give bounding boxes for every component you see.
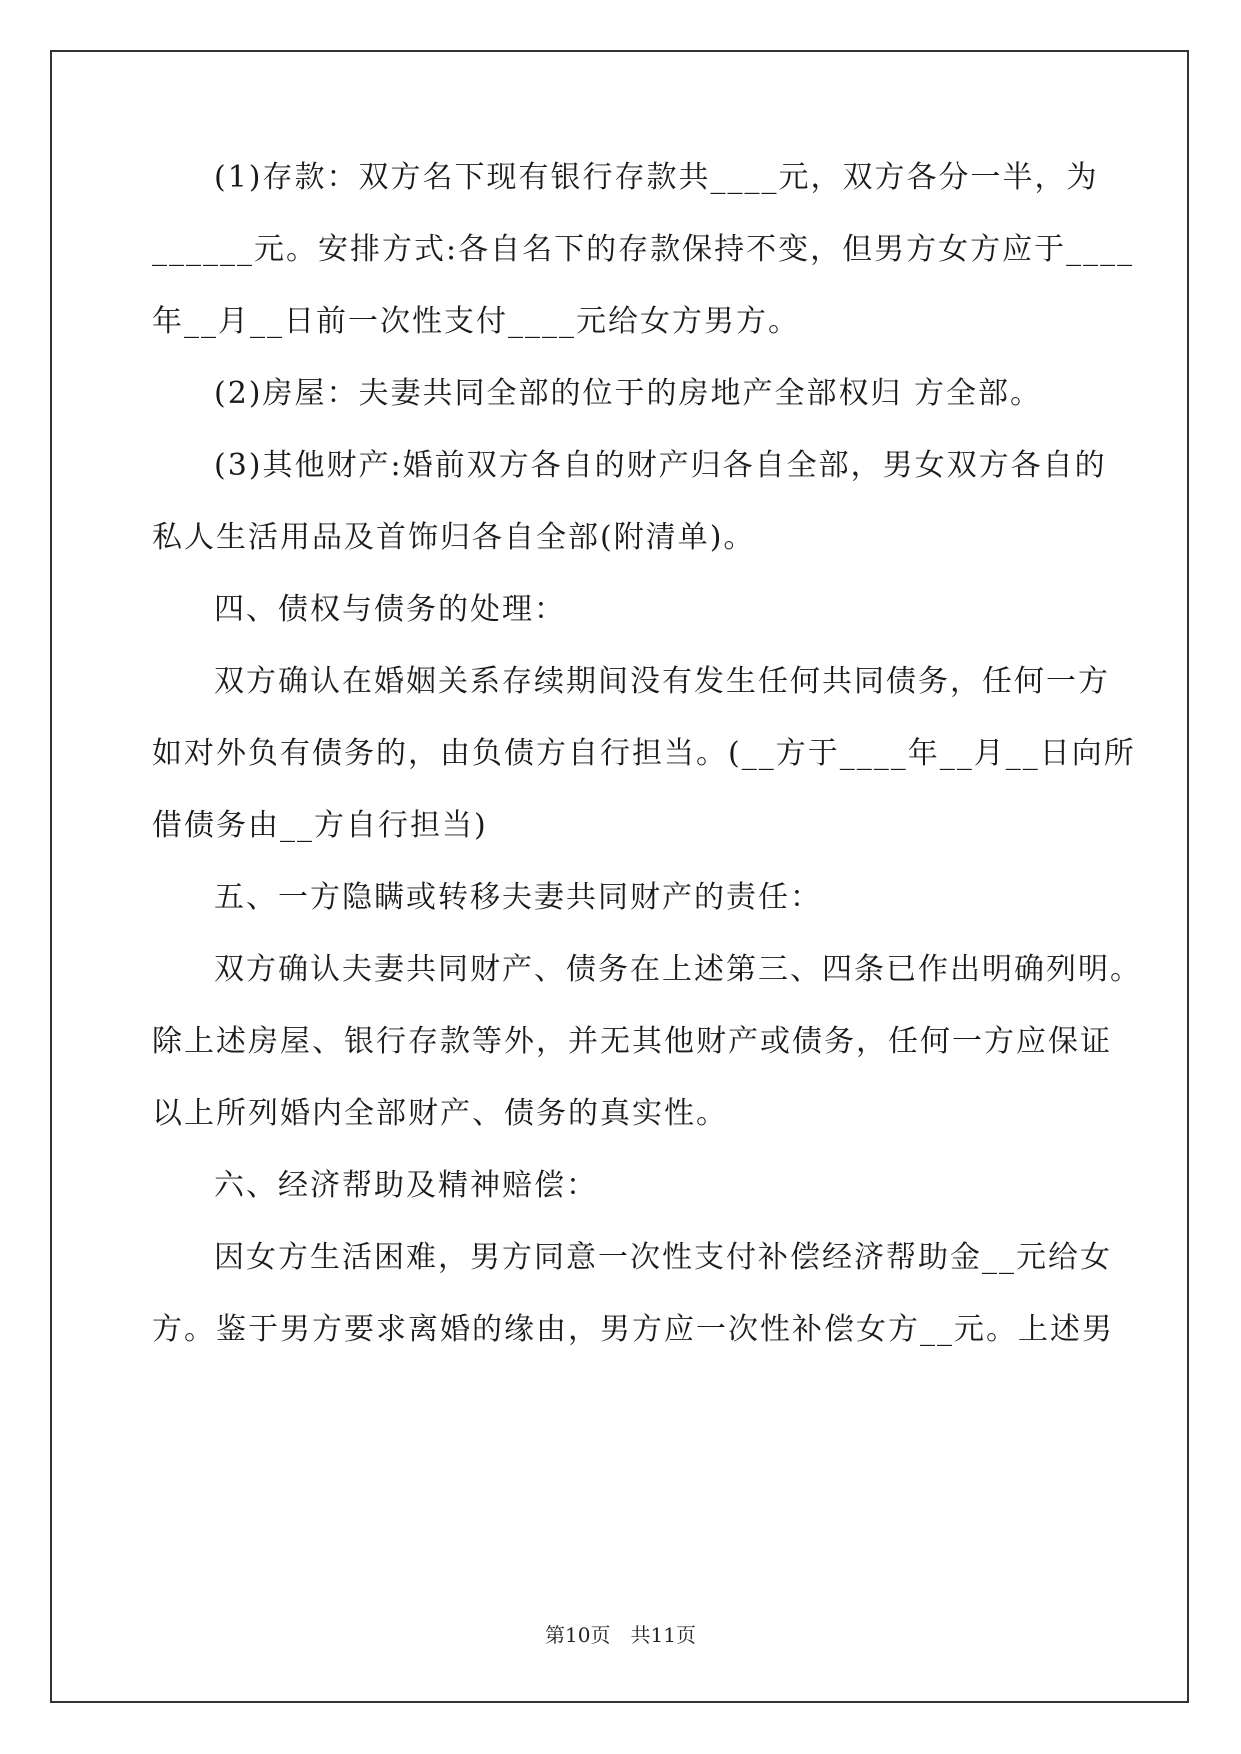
section-heading-debts: 四、债权与债务的处理： (214, 592, 566, 627)
page-border (50, 50, 1189, 1703)
paragraph-concealment-line-1: 双方确认夫妻共同财产、债务在上述第三、四条已作出明确列明。 (214, 952, 1142, 987)
section-heading-compensation: 六、经济帮助及精神赔偿： (214, 1168, 598, 1203)
paragraph-house: (2)房屋：夫妻共同全部的位于的房地产全部权归 方全部。 (214, 376, 1043, 411)
paragraph-compensation-line-1: 因女方生活困难，男方同意一次性支付补偿经济帮助金__元给女 (214, 1240, 1112, 1275)
paragraph-deposit-line-1: (1)存款：双方名下现有银行存款共____元，双方各分一半，为 (214, 160, 1099, 195)
paragraph-other-line-1: (3)其他财产:婚前双方各自的财产归各自全部，男女双方各自的 (214, 448, 1107, 483)
paragraph-deposit-line-3: 年__月__日前一次性支付____元给女方男方。 (152, 304, 800, 339)
paragraph-debts-line-1: 双方确认在婚姻关系存续期间没有发生任何共同债务，任何一方 (214, 664, 1110, 699)
page-number-footer: 第10页 共11页 (545, 1623, 696, 1647)
paragraph-deposit-line-2: ______元。安排方式:各自名下的存款保持不变，但男方女方应于____ (152, 232, 1135, 267)
paragraph-compensation-line-2: 方。鉴于男方要求离婚的缘由，男方应一次性补偿女方__元。上述男 (152, 1312, 1114, 1347)
paragraph-debts-line-3: 借债务由__方自行担当) (152, 808, 488, 843)
paragraph-concealment-line-3: 以上所列婚内全部财产、债务的真实性。 (152, 1096, 728, 1131)
paragraph-debts-line-2: 如对外负有债务的，由负债方自行担当。(__方于____年__月__日向所 (152, 736, 1136, 771)
paragraph-other-line-2: 私人生活用品及首饰归各自全部(附清单)。 (152, 520, 756, 555)
section-heading-concealment: 五、一方隐瞒或转移夫妻共同财产的责任： (214, 880, 822, 915)
paragraph-concealment-line-2: 除上述房屋、银行存款等外，并无其他财产或债务，任何一方应保证 (152, 1024, 1112, 1059)
